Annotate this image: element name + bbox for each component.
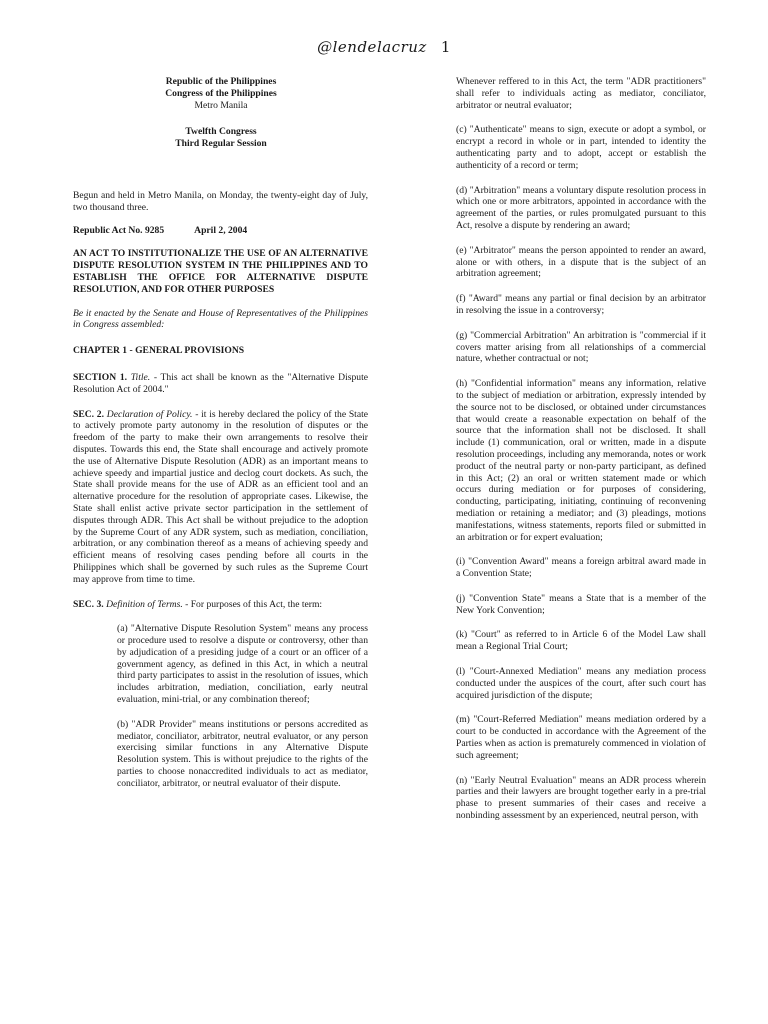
republic-act-number: Republic Act No. 9285 bbox=[73, 224, 165, 236]
definition-m: (m) "Court-Referred Mediation" means mediation ordered by a court to be conducted in accordance with the Agreement of the Parties when as action is prematurely commenced in violation of such agreement; bbox=[456, 714, 706, 761]
definition-b: (b) "ADR Provider" means institutions or persons accredited as mediator, conciliator, arbitrator, neutral evaluator, or any person exercising similar functions in any Alternative Dispute Resolution system. This is without prejudice to the rights of the parties to choose nonaccredited individuals to act as mediator, conciliator, arbitrator, or neutral evaluator of their dispute. bbox=[117, 718, 368, 789]
section-2-label: SEC. 2. bbox=[73, 408, 105, 420]
section-1-label: SECTION 1. bbox=[73, 371, 128, 383]
city-heading: Metro Manila bbox=[194, 99, 248, 111]
definition-d: (d) "Arbitration" means a voluntary dispute resolution process in which one or more arbitrators, appointed in accordance with the agreement of the parties, or rules promulgated pursuant to this Act, resolve a dispute by rendering an award; bbox=[456, 184, 706, 231]
section-3-label: SEC. 3. bbox=[73, 598, 104, 610]
republic-act-date: April 2, 2004 bbox=[194, 224, 248, 236]
page-number: 1 bbox=[440, 38, 451, 56]
definition-l: (l) "Court-Annexed Mediation" means any mediation process conducted under the auspices of the court, after such court has acquired jurisdiction of the dispute; bbox=[456, 666, 706, 701]
section-3 bbox=[73, 599, 368, 611]
twelfth-congress-heading: Twelfth Congress bbox=[185, 126, 257, 138]
author-handle: @lendelacruz bbox=[317, 38, 427, 56]
republic-act-line bbox=[73, 225, 368, 237]
definition-i: (i) "Convention Award" means a foreign arbitral award made in a Convention State; bbox=[456, 556, 706, 580]
section-1-text: - This act shall be known as the "Alternative Dispute Resolution Act of 2004." bbox=[73, 371, 368, 395]
definition-g: (g) "Commercial Arbitration" An arbitration is "commercial if it covers matter arising from all relationships of a commercial nature, whether contractual or not; bbox=[456, 329, 706, 365]
definition-k: (k) "Court" as referred to in Article 6 of the Model Law shall mean a Regional Trial Court; bbox=[456, 629, 706, 653]
definition-a: (a) "Alternative Dispute Resolution System" means any process or procedure used to resolve a dispute or controversy, other than by adjudication of a presiding judge of a court or an officer of a government agency, as defined in this Act, in which a neutral third party participates to assist in the resolution of issues, which includes arbitration, mediation, conciliation, early neutral evaluation, mini-trial, or any combination thereof; bbox=[117, 623, 368, 706]
definition-c: (c) "Authenticate" means to sign, execute or adopt a symbol, or encrypt a record in whole or in part, intended to identity the authenticating party and to adopt, accept or establish the authenticity of a record or term; bbox=[456, 124, 706, 171]
section-3-title: Definition of Terms. bbox=[106, 598, 183, 610]
republic-heading: Republic of the Philippines bbox=[165, 76, 277, 87]
section-1 bbox=[73, 372, 368, 396]
section-2-text: - it is hereby declared the policy of the State to actively promote party autonomy in the resolution of disputes or the freedom of the party to make their own arrangements to resolve their disputes. Towards this end, the State shall encourage and actively promote the use of Alternative Dispute Resolution (ADR) as an important means to achieve speedy and impartial justice and declog court dockets. As such, the State shall provide means for the use of ADR as an efficient tool and an alternative procedure for the resolution of appropriate cases. Likewise, the State shall enlist active private sector participation in the settlement of disputes through ADR. This Act shall be without prejudice to the adoption by the Supreme Court of any ADR system, such as mediation, conciliation, arbitration, or any combination thereof as a means of achieving speedy and efficient means of resolving cases pending before all courts in the Philippines which shall be governed by such rules as the Supreme Court may approve from time to time. bbox=[73, 408, 369, 585]
page-header bbox=[0, 38, 768, 56]
enacting-clause: Be it enacted by the Senate and House of Representatives of the Philippines in Congress assembled: bbox=[73, 307, 368, 331]
congress-heading: Congress of the Philippines bbox=[165, 87, 277, 99]
chapter-heading: CHAPTER 1 - GENERAL PROVISIONS bbox=[73, 345, 245, 357]
section-1-title: Title. bbox=[130, 371, 151, 383]
definition-h: (h) "Confidential information" means any information, relative to the subject of mediation or arbitration, expressly intended by the source not to be disclosed, or obtained under circumstances that would create a reasonable expectation on behalf of the source that the information shall not be disclosed. It shall include (1) communication, oral or written, made in a dispute resolution proceedings, including any memoranda, notes or work product of the neutral party or non-party participant, as defined in this Act; (2) an oral or written statement made or which occurs during mediation or for purposes of considering, conducting, participating, initiating, continuing of reconvening mediation or retaining a mediator; and (3) pleadings, motions manifestations, witness statements, reports filed or submitted in an arbitration or for expert evaluation; bbox=[456, 378, 706, 543]
left-column bbox=[73, 76, 368, 790]
right-column bbox=[456, 76, 706, 822]
section-3-text: - For purposes of this Act, the term: bbox=[182, 598, 323, 610]
section-2 bbox=[73, 409, 368, 586]
adr-practitioners-paragraph: Whenever reffered to in this Act, the term "ADR practitioners" shall refer to individuals acting as mediator, conciliator, arbitrator or neutral evaluator; bbox=[456, 76, 706, 111]
act-title: AN ACT TO INSTITUTIONALIZE THE USE OF AN ALTERNATIVE DISPUTE RESOLUTION SYSTEM IN THE PHILIPPINES AND TO ESTABLISH THE OFFICE FOR ALTERNATIVE DISPUTE RESOLUTION, AND FOR OTHER PURPOSES bbox=[73, 248, 368, 295]
definition-n: (n) "Early Neutral Evaluation" means an ADR process wherein parties and their lawyers are brought together early in a pre-trial phase to present summaries of their cases and receive a nonbinding assessment by an experienced, neutral person, with bbox=[456, 774, 706, 822]
definition-f: (f) "Award" means any partial or final decision by an arbitrator in resolving the issue in a controversy; bbox=[456, 293, 706, 316]
section-2-title: Declaration of Policy. bbox=[106, 408, 193, 420]
session-heading: Third Regular Session bbox=[175, 138, 267, 150]
begun-paragraph: Begun and held in Metro Manila, on Monday, the twenty-eight day of July, two thousand three. bbox=[73, 189, 368, 213]
definition-j: (j) "Convention State" means a State that is a member of the New York Convention; bbox=[456, 592, 706, 616]
definition-e: (e) "Arbitrator" means the person appointed to render an award, alone or with others, in a dispute that is the subject of an arbitration agreement; bbox=[456, 244, 706, 280]
